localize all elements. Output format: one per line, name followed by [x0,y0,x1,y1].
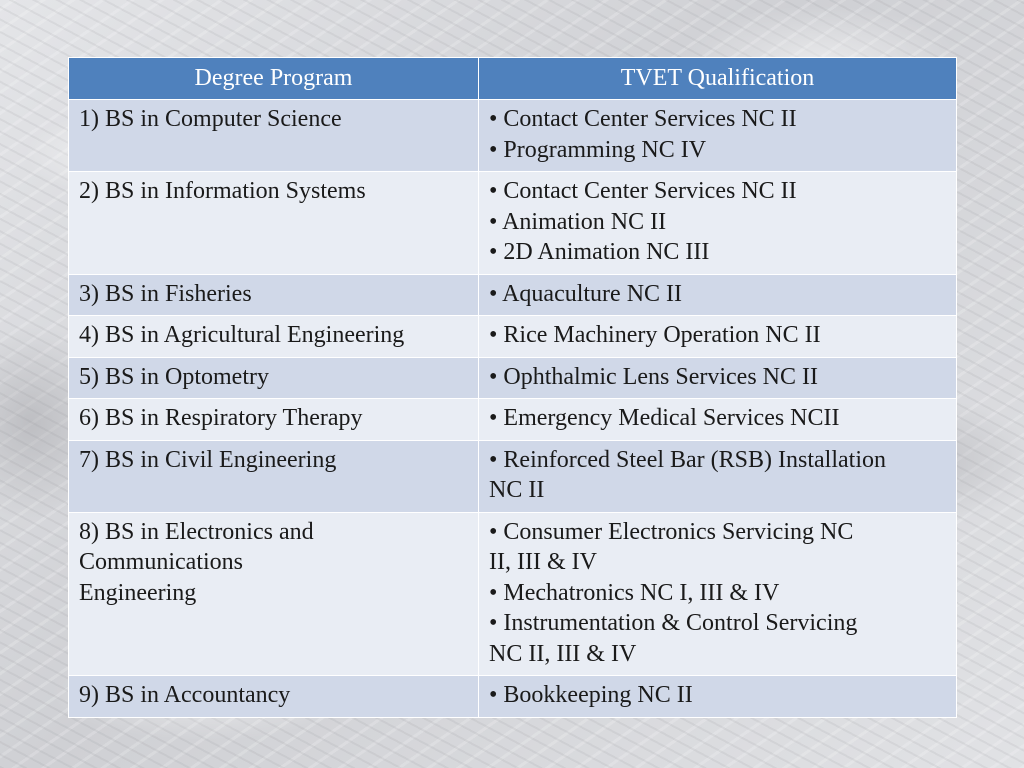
table-row [69,274,957,316]
header-degree-program: Degree Program [69,58,479,100]
degree-text-line: 4) BS in Agricultural Engineering [79,322,405,348]
tvet-qualification-cell [479,100,957,172]
degree-text-line: 1) BS in Computer Science [79,106,342,132]
tvet-qualification-cell [479,440,957,512]
table-row [69,512,957,676]
table-row [69,440,957,512]
header-tvet-qualification: TVET Qualification [479,58,957,100]
degree-program-cell [69,399,479,441]
degree-program-cell [69,316,479,358]
table-row [69,172,957,275]
degree-program-cell [69,274,479,316]
tvet-text-line: • Mechatronics NC I, III & IV [489,579,780,606]
degree-program-cell [69,357,479,399]
table-row [69,316,957,358]
tvet-text-line: • 2D Animation NC III [489,239,710,265]
table-row [69,676,957,718]
degree-program-cell [69,440,479,512]
degree-program-cell [69,172,479,275]
degree-text-line: Engineering [79,579,197,606]
degree-text-line: 6) BS in Respiratory Therapy [79,405,363,431]
tvet-qualification-cell [479,676,957,718]
tvet-qualification-cell [479,274,957,316]
degree-text-line: 9) BS in Accountancy [79,682,291,708]
tvet-qualification-cell [479,512,957,676]
slide-table-container [68,57,956,718]
tvet-text-line: NC II [489,477,545,503]
tvet-text-line: II, III & IV [489,549,597,575]
tvet-text-line: • Contact Center Services NC II [489,178,797,204]
degree-text-line: 3) BS in Fisheries [79,280,252,307]
degree-text-line: 7) BS in Civil Engineering [79,446,337,473]
degree-text-line: 2) BS in Information Systems [79,178,366,204]
degree-program-cell [69,100,479,172]
tvet-qualification-cell [479,172,957,275]
tvet-text-line: • Emergency Medical Services NCII [489,405,840,431]
tvet-text-line: • Bookkeeping NC II [489,682,693,708]
degree-program-cell [69,512,479,676]
table-row [69,357,957,399]
tvet-text-line: • Consumer Electronics Servicing NC [489,518,854,545]
degree-tvet-table [68,57,957,718]
tvet-qualification-cell [479,357,957,399]
tvet-text-line: • Contact Center Services NC II [489,106,797,132]
table-header-row [69,58,957,100]
table-body [69,100,957,718]
tvet-text-line: • Animation NC II [489,208,667,235]
tvet-text-line: NC II, III & IV [489,640,637,667]
tvet-text-line: • Rice Machinery Operation NC II [489,322,821,348]
tvet-text-line: • Ophthalmic Lens Services NC II [489,363,818,390]
degree-text-line: 8) BS in Electronics and [79,518,314,545]
tvet-qualification-cell [479,399,957,441]
tvet-qualification-cell [479,316,957,358]
table-row [69,399,957,441]
table-row [69,100,957,172]
degree-text-line: Communications [79,549,243,575]
tvet-text-line: • Reinforced Steel Bar (RSB) Installation [489,446,886,473]
tvet-text-line: • Aquaculture NC II [489,280,683,307]
tvet-text-line: • Instrumentation & Control Servicing [489,610,858,636]
degree-text-line: 5) BS in Optometry [79,363,269,390]
tvet-text-line: • Programming NC IV [489,136,707,163]
degree-program-cell [69,676,479,718]
